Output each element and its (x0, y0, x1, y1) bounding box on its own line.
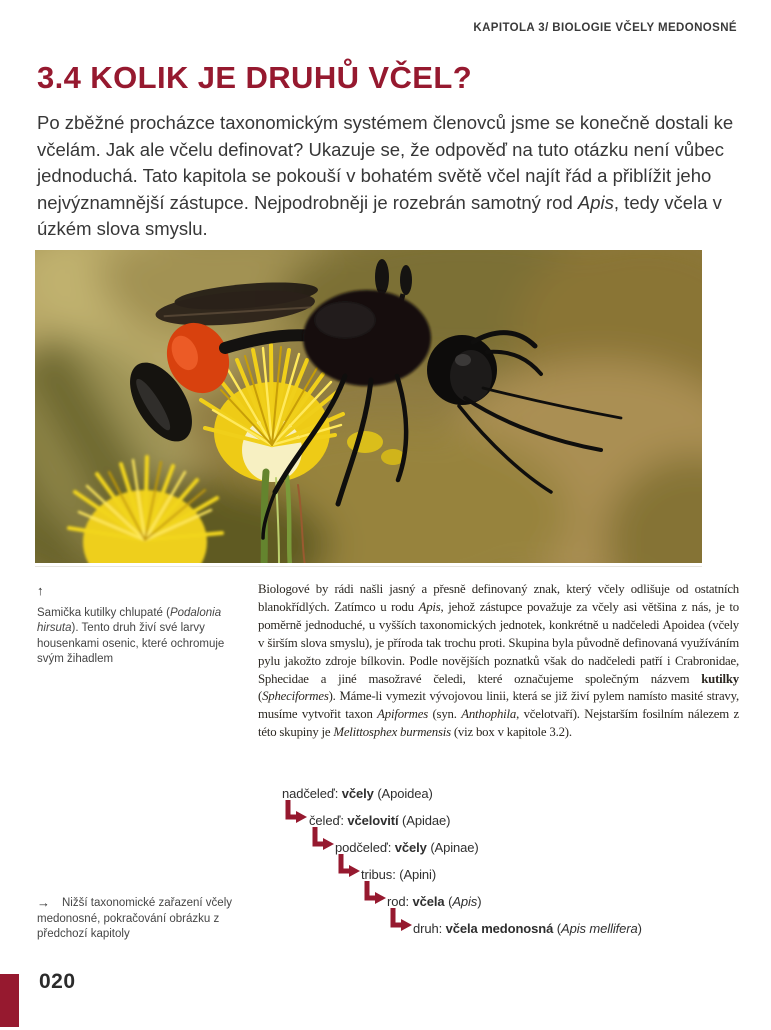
intro-paragraph: Po zběžné procházce taxonomickým systémem členovců jsme se konečně dostali ke včelám. Jak ale včelu definovat? Ukazuje se, že odpověď na tuto otázku není vůbec jednoduchá. Tato kapitola se pokouší v bohatém světě včel najít řád a přiblížit jeho nejvýznamnější zástupce. Nejpodrobněji je rozebrán samotný rod Apis, tedy včela v úzkém slova smyslu. (37, 112, 734, 240)
elbow-arrow-icon (284, 800, 308, 826)
elbow-arrow-icon (337, 854, 361, 880)
page-edge-tab (0, 974, 19, 1027)
taxonomy-row-subfamily: podčeleď: včely (Apinae) (335, 840, 479, 855)
taxonomy-row-tribe: tribus: (Apini) (361, 867, 437, 882)
taxonomy-row-genus: rod: včela (Apis) (387, 894, 482, 909)
taxonomy-row-family: čeleď: včelovití (Apidae) (309, 813, 451, 828)
elbow-arrow-icon (363, 881, 387, 907)
taxonomy-row-superfamily: nadčeleď: včely (Apoidea) (282, 786, 433, 801)
running-header: KAPITOLA 3/ BIOLOGIE VČELY MEDONOSNÉ (473, 22, 737, 34)
arrow-up-icon: ↑ (37, 583, 44, 598)
photo-caption (37, 583, 235, 668)
taxonomy-row-species: druh: včela medonosná (Apis mellifera) (413, 921, 642, 936)
taxonomy-diagram (282, 786, 702, 951)
body-paragraph: Biologové by rádi našli jasný a přesně definovaný znak, který včely odlišuje od ostatních blanokřídlých. Zatímco u rodu Apis, jehož zástupce považuje za včely asi většina z nás, je to poměrně jednoduché, u vyšších taxonomických jednotek, konkrétně u nadčeledi Apoidea (včely v širším slova smyslu), je příroda tak trochu proti. Skupina byla původně definovaná využíváním pylu jakožto zdroje bílkovin. Podle novějších poznatků však do nadčeledi patří i Crabronidae, Sphecidae a jiné masožravé čeledi, které označujeme společným názvem kutilky (Spheciformes). Máme-li vymezit vývojovou linii, která se již živí pylem namísto masité stravy, musíme vytvořit taxon Apiformes (syn. Anthophila, včelotvaří). Nejstarším fosilním nálezem z této skupiny je Melittosphex burmensis (viz box v kapitole 3.2). (258, 582, 739, 740)
elbow-arrow-icon (389, 908, 413, 934)
photo-edge-shadow (35, 566, 702, 567)
diagram-caption (37, 895, 235, 943)
page-number: 020 (39, 970, 76, 993)
arrow-right-icon: → (37, 895, 50, 910)
photo-wasp-on-flower (35, 250, 702, 563)
diagram-caption-text: Nižší taxonomické zařazení včely medonosné, pokračování obrázku z předchozí kapitoly (37, 897, 233, 940)
elbow-arrow-icon (311, 827, 335, 853)
photo-caption-text: Samička kutilky chlupaté (Podalonia hirsuta). Tento druh živí své larvy housenkami osenic, které ochromuje svým žihadlem (37, 606, 225, 665)
page-title: 3.4 KOLIK JE DRUHŮ VČEL? (37, 60, 473, 95)
wasp-photo-illustration (35, 250, 702, 563)
